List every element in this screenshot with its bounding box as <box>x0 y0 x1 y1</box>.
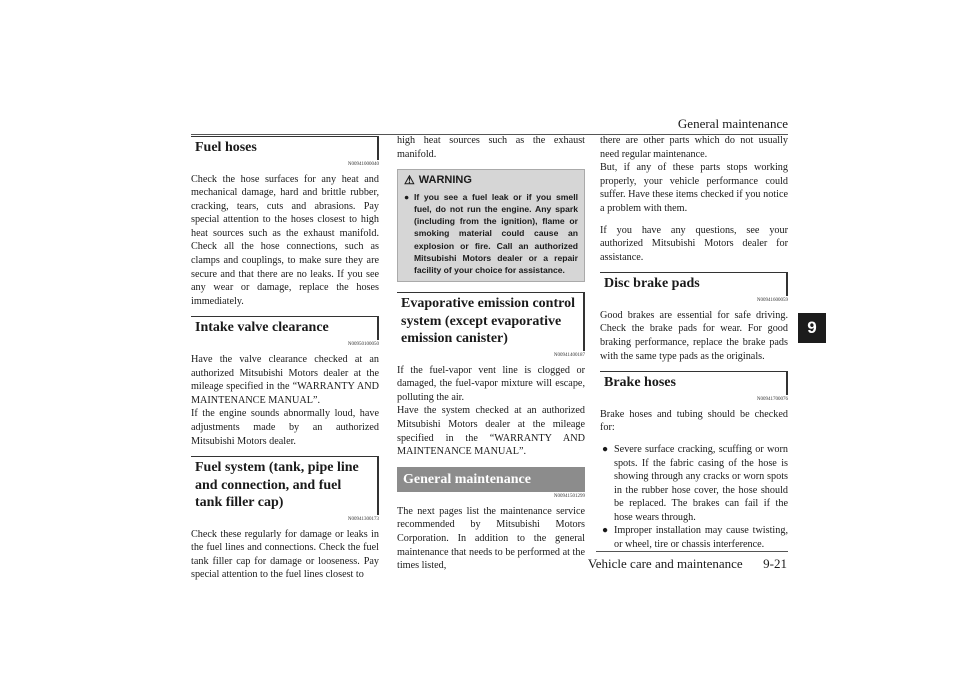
warning-triangle-icon: ⚠ <box>404 173 415 188</box>
warning-text: If you see a fuel leak or if you smell fuel, do not run the engine. Any spark (including from the ignition), flame or smoking material could cause an explosion or fire. Call an authorized Mitsubishi Motors dealer or a repair facility of your choice for assistance. <box>414 191 578 275</box>
para-general-cont-3: If you have any questions, see your authorized Mitsubishi Motors dealer for assistance. <box>600 224 788 263</box>
footer-section: Vehicle care and maintenance <box>587 556 743 571</box>
code-fuel-hoses: N00941000040 <box>347 161 379 167</box>
para-brake-hoses: Brake hoses and tubing should be checked for: <box>600 408 788 434</box>
para-intake-valve-1: Have the valve clearance checked at an authorized Mitsubishi Motors dealer at the mileage specified in the “WARRANTY AND MAINTENANCE MANUAL”. <box>191 353 379 406</box>
chapter-tab: 9 <box>798 313 826 343</box>
heading-brake-hoses: Brake hoses <box>600 371 788 395</box>
warning-box <box>397 169 585 282</box>
code-brake-hoses: N00941700076 <box>756 396 788 402</box>
running-head: General maintenance <box>677 116 788 131</box>
code-intake-valve: N00950100050 <box>347 341 379 347</box>
para-fuel-hoses: Check the hose surfaces for any heat and mechanical damage, hard and brittle rubber, cracking, tears, cuts and abrasions. Pay special attention to the hoses closest to high heat sources such as the exhaust manifold. Check all the hose connections, such as clamps and couplings, to make sure they are secure and that there are no leaks. If you see any wear or damage, replace the hoses immediately. <box>191 173 379 307</box>
code-disc-brake-pads: N00941600059 <box>756 297 788 303</box>
page-footer <box>588 556 787 572</box>
code-general-maintenance: N00941501299 <box>553 493 585 499</box>
para-fuel-system-cont: high heat sources such as the exhaust manifold. <box>397 135 585 160</box>
para-evap-1: If the fuel-vapor vent line is clogged or damaged, the fuel-vapor mixture will escape, polluting the air. <box>397 364 585 403</box>
column-3 <box>600 134 788 552</box>
para-fuel-system: Check these regularly for damage or leaks in the fuel lines and connections. Check the fuel tank filler cap for damage or looseness. Pay special attention to the fuel lines closest to <box>191 528 379 581</box>
heading-fuel-hoses: Fuel hoses <box>191 136 379 160</box>
bullet-icon: ● <box>404 191 410 202</box>
page-number: 9-21 <box>763 556 787 571</box>
footer-rule <box>596 551 788 552</box>
heading-fuel-system: Fuel system (tank, pipe line and connection, and fuel tank filler cap) <box>191 456 379 515</box>
bullet-icon: ● <box>602 525 609 537</box>
para-intake-valve-2: If the engine sounds abnormally loud, have adjustments made by an authorized Mitsubishi Motors dealer. <box>191 408 379 447</box>
list-item: ● Improper installation may cause twisting, or wheel, tire or chassis interference. <box>602 525 788 551</box>
column-1 <box>191 136 379 590</box>
code-fuel-system: N00941300173 <box>347 516 379 522</box>
heading-evap: Evaporative emission control system (except evaporative emission canister) <box>397 292 585 351</box>
para-general-maintenance: The next pages list the maintenance service recommended by Mitsubishi Motors Corporation. In addition to the general maintenance that needs to be performed at the times listed, <box>397 505 585 572</box>
list-item: ● Severe surface cracking, scuffing or worn spots. If the fabric casing of the hose is showing through any cracks or worn spots in the rubber hose cover, the hose should be replaced. The brakes can fail if the hose wears through. <box>602 443 788 523</box>
column-2 <box>397 134 585 581</box>
para-disc-brake-pads: Good brakes are essential for safe driving. Check the brake pads for wear. For good braking performance, replace the brake pads with the same type pads as the originals. <box>600 309 788 362</box>
para-general-cont-1: there are other parts which do not usually need regular maintenance. <box>600 135 788 160</box>
heading-intake-valve: Intake valve clearance <box>191 316 379 340</box>
para-evap-2: Have the system checked at an authorized Mitsubishi Motors dealer at the mileage specified in the “WARRANTY AND MAINTENANCE MANUAL”. <box>397 405 585 458</box>
code-evap: N00941400187 <box>553 352 585 358</box>
brake-hose-checklist <box>600 443 788 552</box>
bullet-icon: ● <box>602 443 609 455</box>
para-general-cont-2: But, if any of these parts stops working properly, your vehicle performance could suffer. Have these items checked if you notice a problem with them. <box>600 162 788 214</box>
warning-label: WARNING <box>418 174 472 187</box>
heading-disc-brake-pads: Disc brake pads <box>600 272 788 296</box>
heading-general-maintenance: General maintenance <box>397 467 585 492</box>
